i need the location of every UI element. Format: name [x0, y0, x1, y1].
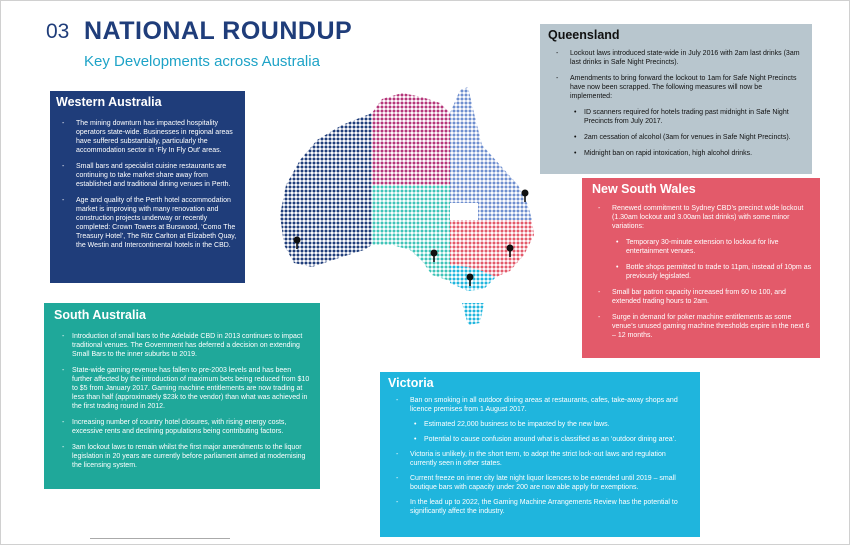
list-item — [58, 366, 310, 411]
list-sub-item: • Estimated 22,000 business to be impacted by the new laws. — [424, 420, 692, 429]
list-sub-item: • ID scanners required for hotels trading past midnight in Safe Night Precincts from July 2017. — [584, 108, 804, 126]
list-item: - Victoria is unlikely, in the short term, to adopt the strict lock-out laws and regulation currently seen in other states. — [410, 450, 692, 468]
list-item: - The mining downturn has impacted hospitality operators state-wide. Businesses in regional areas have suffered substantially, particularly the accommodation sector in ‘Fly In Fly Out’ areas. — [76, 119, 237, 155]
victoria-panel — [380, 372, 700, 537]
list-item — [58, 332, 310, 359]
list-item — [58, 418, 310, 436]
list-sub-item: • Temporary 30-minute extension to lockout for live entertainment venues. — [626, 238, 812, 256]
list-item-text: - Introduction of small bars to the Adelaide CBD in 2013 continues to impact traditional venues. The Government has deferred a decision on extending Small Bars to the inner suburbs to 2019. — [72, 333, 303, 358]
list-sub-item: • 2am cessation of alcohol (3am for venues in Safe Night Precincts). — [584, 133, 804, 142]
list-item: - Lockout laws introduced state-wide in July 2016 with 2am last drinks (3am last drinks in Safe Night Precincts). — [570, 49, 804, 67]
sa-title: South Australia — [54, 308, 146, 322]
map-region-sa — [372, 185, 450, 281]
list-item: - Renewed commitment to Sydney CBD’s precinct wide lockout (1.30am lockout and 3.00am last drinks) with some minor variations: — [612, 204, 812, 231]
nsw-list — [592, 204, 812, 340]
nsw-title: New South Wales — [592, 182, 696, 196]
list-item — [58, 443, 310, 470]
list-item-text: - Increasing number of country hotel closures, with rising energy costs, excessive rents and declining populations being contributing factors. — [72, 419, 287, 435]
list-item: - Age and quality of the Perth hotel accommodation market is improving with many renovation and construction projects underway or recently completed: Crown Towers at Burswood, ‘Como The Treasury Hotel’, The Ritz Carlton at Elizabeth Quay, the Westin and Intercontinental hotels in the CBD. — [76, 196, 237, 250]
south-australia-panel — [44, 303, 320, 489]
list-item: - Ban on smoking in all outdoor dining areas at restaurants, cafes, take-away shops and licence premises from 1 August 2017. — [410, 396, 692, 414]
page-subtitle: Key Developments across Australia — [84, 53, 320, 70]
footer-divider — [90, 538, 230, 539]
section-number: 03 — [46, 20, 70, 43]
sa-list — [54, 332, 310, 470]
map-region-nt — [372, 93, 450, 185]
queensland-panel — [540, 24, 812, 174]
list-item: - Current freeze on inner city late night liquor licences to be extended until 2019 – small boutique bars with capacity under 200 are now able apply for exemptions. — [410, 474, 692, 492]
vic-title: Victoria — [388, 376, 434, 390]
list-item-text: - State-wide gaming revenue has fallen to pre-2003 levels and has been further affected by the introduction of maximum bets being reduced from $10 to $5 from January 2017. Gaming machine entitlements are now trading at less than half (approximately $23k to the vendor) than what was achieved in the first trading round in 2012. — [72, 367, 310, 410]
western-australia-panel — [50, 91, 245, 283]
list-sub-item: • Bottle shops permitted to trade to 11pm, instead of 10pm as previously legislated. — [626, 263, 812, 281]
list-sub-item: • Midnight ban on rapid intoxication, high alcohol drinks. — [584, 149, 804, 158]
list-sub-item: • Potential to cause confusion around what is classified as an ‘outdoor dining area’. — [424, 435, 692, 444]
list-item: - Small bar patron capacity increased from 60 to 100, and extended trading hours to 2am. — [612, 288, 812, 306]
map-region-qld — [450, 87, 532, 220]
new-south-wales-panel — [582, 178, 820, 358]
wa-list — [56, 119, 237, 250]
qld-title: Queensland — [548, 28, 620, 42]
vic-list — [388, 396, 692, 516]
list-item: - In the lead up to 2022, the Gaming Machine Arrangements Review has the potential to significantly affect the industry. — [410, 498, 692, 516]
list-item: - Amendments to bring forward the lockout to 1am for Safe Night Precincts have now been scrapped. The following measures will now be implemented: — [570, 74, 804, 101]
list-item: - Small bars and specialist cuisine restaurants are continuing to take market share away from established and traditional dining venues in Perth. — [76, 162, 237, 189]
qld-list — [548, 49, 804, 158]
wa-title: Western Australia — [56, 95, 162, 109]
page-title: NATIONAL ROUNDUP — [84, 17, 353, 45]
list-item-text: - 3am lockout laws to remain whilst the first major amendments to the liquor legislation in 20 years are currently before parliament aimed at modernising the licensing system. — [72, 444, 306, 469]
list-item: - Surge in demand for poker machine entitlements as some venue’s unused gaming machine thresholds expire in the next 6 – 12 months. — [612, 313, 812, 340]
map-region-wa — [280, 113, 372, 267]
map-region-tas — [462, 303, 484, 325]
